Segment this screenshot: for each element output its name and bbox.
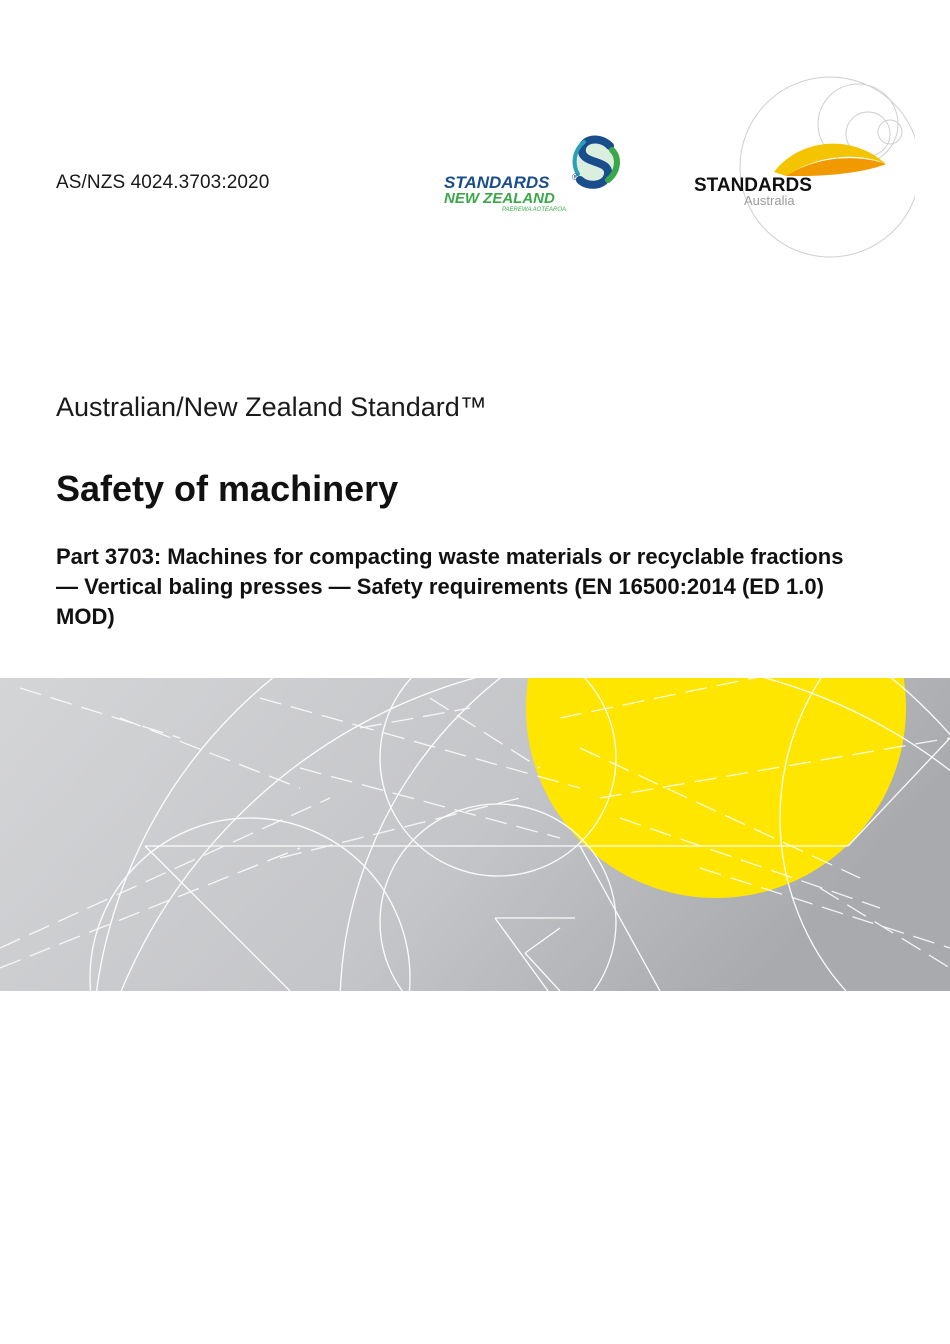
snz-logo-line2: NEW ZEALAND — [444, 190, 555, 207]
page-title: Safety of machinery — [56, 468, 399, 509]
sa-logo-line2: Australia — [744, 193, 795, 208]
sa-logo-line1: STANDARDS — [694, 175, 812, 196]
page-subtitle: Part 3703: Machines for compacting waste materials or recyclable fractions — Vertical baling presses — Safety requirements (EN 16500:2014 (ED 1.0) MOD) — [56, 544, 844, 629]
standards-australia-swoosh-icon — [774, 144, 886, 176]
decorative-banner — [0, 678, 950, 991]
snz-registered-mark: ® — [572, 172, 579, 182]
document-number: AS/NZS 4024.3703:2020 — [56, 172, 270, 193]
snz-logo-line1: STANDARDS — [444, 173, 550, 192]
standards-nz-s-icon — [572, 138, 620, 186]
standard-type-label: Australian/New Zealand Standard™ — [56, 392, 487, 422]
standards-australia-logo — [690, 72, 915, 287]
standards-new-zealand-logo — [440, 132, 640, 212]
snz-logo-line3: PAEREWA AOTEAROA — [502, 207, 567, 212]
